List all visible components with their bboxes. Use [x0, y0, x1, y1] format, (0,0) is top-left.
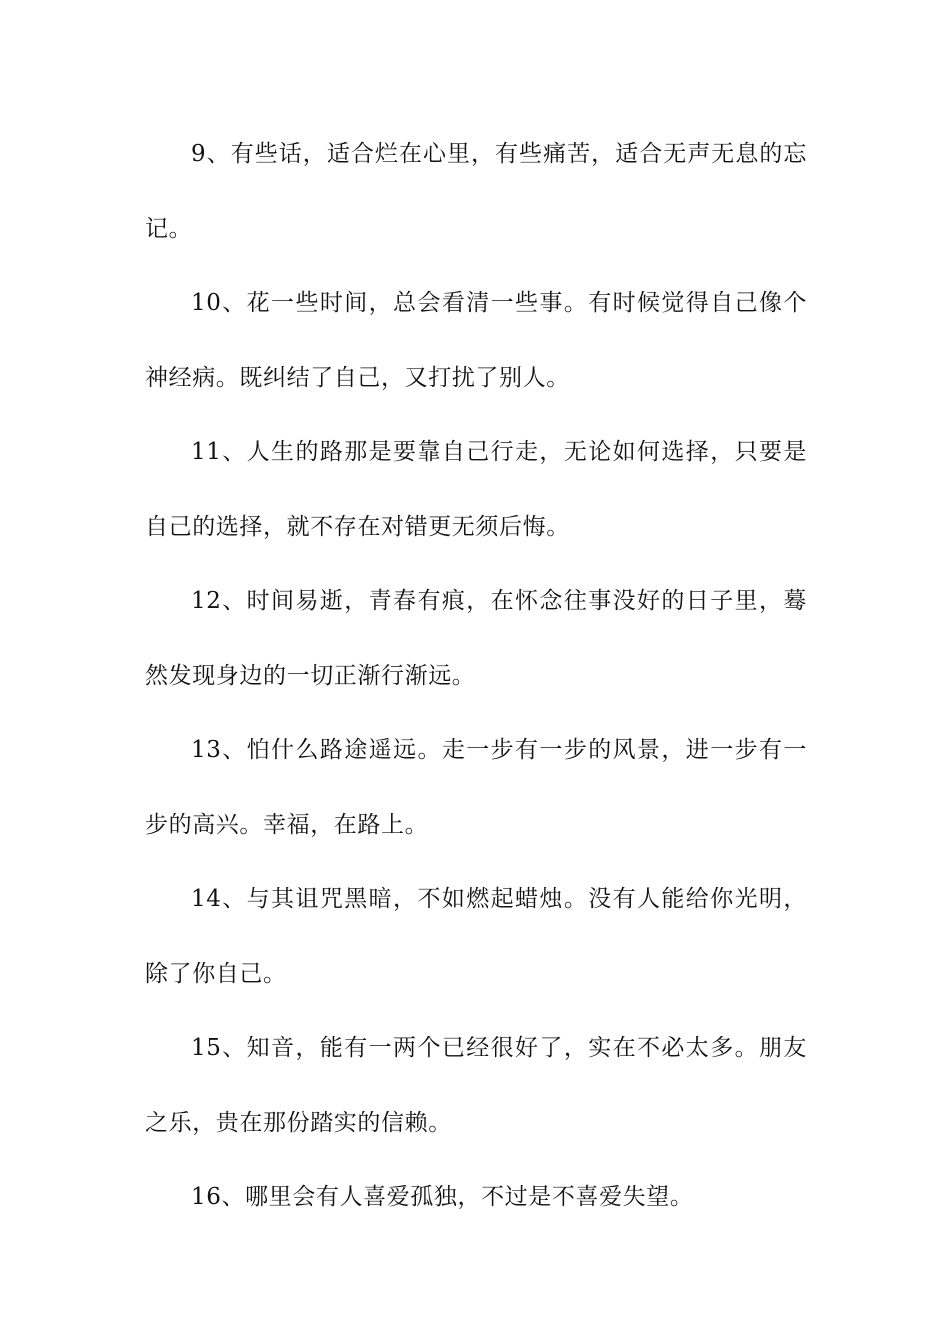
paragraph-13: 13、怕什么路途遥远。走一步有一步的风景，进一步有一步的高兴。幸福，在路上。 — [145, 737, 807, 838]
paragraph-15: 15、知音，能有一两个已经很好了，实在不必太多。朋友之乐，贵在那份踏实的信赖。 — [145, 1035, 807, 1136]
document-body — [145, 117, 807, 1235]
paragraph-11: 11、人生的路那是要靠自己行走，无论如何选择，只要是自己的选择，就不存在对错更无须后悔。 — [145, 439, 807, 540]
paragraph-16: 16、哪里会有人喜爱孤独，不过是不喜爱失望。 — [191, 1184, 694, 1210]
paragraph-10: 10、花一些时间，总会看清一些事。有时候觉得自己像个神经病。既纠结了自己，又打扰了别人。 — [145, 290, 807, 391]
paragraph-12: 12、时间易逝，青春有痕，在怀念往事没好的日子里，蓦然发现身边的一切正渐行渐远。 — [145, 588, 807, 689]
paragraph-9: 9、有些话，适合烂在心里，有些痛苦，适合无声无息的忘记。 — [145, 141, 807, 242]
paragraph-14: 14、与其诅咒黑暗，不如燃起蜡烛。没有人能给你光明，除了你自己。 — [145, 886, 807, 987]
